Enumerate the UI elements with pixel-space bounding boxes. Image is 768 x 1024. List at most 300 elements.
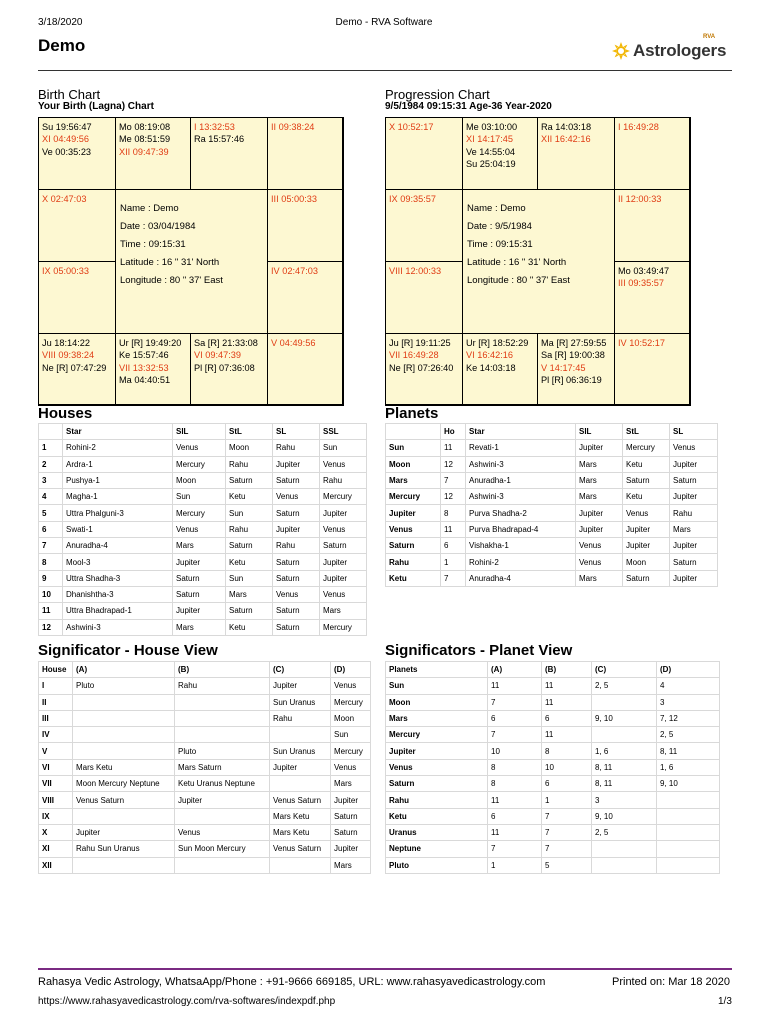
table-cell: Mars <box>576 456 623 472</box>
table-row <box>386 710 720 726</box>
table-cell: Jupiter <box>173 554 226 570</box>
table-cell: Moon <box>623 554 670 570</box>
chart-house-cell <box>190 117 268 190</box>
column-header: Ho <box>441 424 466 440</box>
table-row <box>39 554 367 570</box>
chart-cell-entry: Ke 15:57:46 <box>119 350 169 361</box>
table-cell: 11 <box>542 727 592 743</box>
table-cell: 9 <box>39 570 63 586</box>
table-cell: 8 <box>488 776 542 792</box>
table-cell: Neptune <box>386 841 488 857</box>
table-cell: 1 <box>39 440 63 456</box>
chart-center-latitude: Latitude : 16 " 31' North <box>467 257 567 268</box>
table-cell: Anuradha-1 <box>466 472 576 488</box>
logo-badge: RVA <box>703 34 716 40</box>
table-cell: Saturn <box>226 538 273 554</box>
table-cell: Pluto <box>386 857 488 873</box>
table-cell: 6 <box>488 710 542 726</box>
table-cell: 11 <box>488 824 542 840</box>
chart-cell-entry: Su 19:56:47 <box>42 122 92 132</box>
chart-house-cell <box>614 117 690 190</box>
chart-cell-entry: IV 02:47:03 <box>271 266 318 276</box>
table-row <box>39 857 371 873</box>
chart-cell-entry: Su 25:04:19 <box>466 158 516 169</box>
chart-cell-entry: Ur [R] 19:49:20 <box>119 338 182 348</box>
print-url: https://www.rahasyavedicastrology.com/rva-softwares/indexpdf.php <box>38 996 336 1007</box>
footer-divider <box>38 968 732 970</box>
table-row <box>39 710 371 726</box>
table-row <box>386 824 720 840</box>
table-cell: Jupiter <box>576 521 623 537</box>
table-cell: Venus <box>386 759 488 775</box>
chart-cell-entry: XI 04:49:56 <box>42 134 89 145</box>
logo-text: Astrologers <box>633 41 727 60</box>
table-cell: Rohini-2 <box>63 440 173 456</box>
table-cell <box>73 710 175 726</box>
table-cell: Mars <box>576 472 623 488</box>
table-cell: Moon <box>331 710 371 726</box>
chart-cell-entry: X 10:52:17 <box>389 122 434 132</box>
table-cell: 5 <box>542 857 592 873</box>
table-cell: Vishakha-1 <box>466 538 576 554</box>
chart-cell-entry: III 05:00:33 <box>271 194 317 204</box>
table-cell: Saturn <box>273 619 320 635</box>
table-cell: 1 <box>441 554 466 570</box>
table-cell: V <box>39 743 73 759</box>
table-cell <box>657 824 720 840</box>
table-cell: 9, 10 <box>592 710 657 726</box>
chart-center-info <box>115 189 268 334</box>
column-header: (C) <box>592 662 657 678</box>
table-cell: Rahu <box>273 440 320 456</box>
table-cell: Ketu <box>226 554 273 570</box>
chart-house-cell <box>38 189 116 262</box>
chart-cell-entry: Ra 15:57:46 <box>194 134 245 145</box>
table-cell: XII <box>39 857 73 873</box>
table-cell: Saturn <box>273 570 320 586</box>
table-cell: 8 <box>39 554 63 570</box>
chart-house-cell <box>614 333 690 405</box>
table-cell: Magha-1 <box>63 489 173 505</box>
column-header <box>39 424 63 440</box>
table-header-row <box>386 662 720 678</box>
column-header: Planets <box>386 662 488 678</box>
table-row <box>386 440 718 456</box>
table-cell: Mars <box>173 538 226 554</box>
table-cell: 7 <box>441 472 466 488</box>
chart-cell-entry: IX 09:35:57 <box>389 194 436 204</box>
chart-cell-entry: VII 13:32:53 <box>119 362 169 373</box>
table-cell: Mars <box>576 570 623 586</box>
table-row <box>39 619 367 635</box>
table-cell: Jupiter <box>273 456 320 472</box>
table-cell: Venus <box>273 489 320 505</box>
astrologers-logo <box>612 34 727 64</box>
table-cell: Mars <box>320 603 367 619</box>
table-cell <box>592 694 657 710</box>
table-cell: Saturn <box>226 472 273 488</box>
table-cell: Venus <box>623 505 670 521</box>
houses-table <box>38 423 367 636</box>
table-cell: VIII <box>39 792 73 808</box>
table-cell: II <box>39 694 73 710</box>
print-page-number: 1/3 <box>718 996 732 1007</box>
table-row <box>386 521 718 537</box>
chart-house-cell <box>537 333 615 405</box>
chart-house-cell <box>537 117 615 190</box>
table-row <box>39 586 367 602</box>
table-cell: Mercury <box>331 694 371 710</box>
table-cell: Jupiter <box>175 792 270 808</box>
chart-cell-entry: Sa [R] 21:33:08 <box>194 338 258 348</box>
chart-cell-entry: IV 10:52:17 <box>618 338 665 348</box>
table-cell: Rahu <box>175 678 270 694</box>
chart-cell-entry: Ve 14:55:04 <box>466 146 516 157</box>
column-header <box>386 424 441 440</box>
table-row <box>39 472 367 488</box>
table-row <box>39 678 371 694</box>
table-cell: VI <box>39 759 73 775</box>
column-header: StL <box>226 424 273 440</box>
table-cell: X <box>39 824 73 840</box>
table-row <box>386 727 720 743</box>
table-cell: Uttra Shadha-3 <box>63 570 173 586</box>
table-cell: Rahu <box>670 505 718 521</box>
sig-planet-title: Significators - Planet View <box>385 642 573 659</box>
table-cell: 8 <box>542 743 592 759</box>
table-row <box>386 808 720 824</box>
table-cell <box>657 857 720 873</box>
chart-cell-entry: Ve 00:35:23 <box>42 146 92 157</box>
table-row <box>386 505 718 521</box>
table-cell: Mars <box>226 586 273 602</box>
table-cell: Jupiter <box>320 554 367 570</box>
table-cell: Sun <box>226 505 273 521</box>
chart-cell-entry: XII 16:42:16 <box>541 134 591 145</box>
table-row <box>386 759 720 775</box>
table-cell: 6 <box>542 710 592 726</box>
chart-cell-entry: Ne [R] 07:26:40 <box>389 362 454 373</box>
birth-chart-title: Birth Chart <box>38 87 101 102</box>
chart-house-cell <box>38 261 116 334</box>
table-cell: 2, 5 <box>657 727 720 743</box>
table-header-row <box>386 424 718 440</box>
table-cell: Mars <box>386 710 488 726</box>
table-row <box>39 808 371 824</box>
chart-cell-entry: V 04:49:56 <box>271 338 316 348</box>
footer-contact: Rahasya Vedic Astrology, WhatsaApp/Phone : +91-9666 669185, URL: www.rahasyavedicastrology.com <box>38 976 546 988</box>
table-cell: Mars <box>576 489 623 505</box>
table-cell: Moon <box>386 456 441 472</box>
column-header: (B) <box>542 662 592 678</box>
table-cell: Venus Saturn <box>270 841 331 857</box>
chart-house-cell <box>385 261 463 334</box>
chart-cell-entry: X 02:47:03 <box>42 194 87 204</box>
column-header: SL <box>273 424 320 440</box>
chart-cell-entry: Me 03:10:00 <box>466 122 518 132</box>
table-cell: 11 <box>441 521 466 537</box>
table-cell: Venus <box>331 759 371 775</box>
table-cell: 10 <box>542 759 592 775</box>
table-cell: Venus <box>173 521 226 537</box>
table-cell: Venus <box>173 440 226 456</box>
table-cell: Rahu <box>226 456 273 472</box>
table-row <box>386 472 718 488</box>
chart-cell-entry: Ra 14:03:18 <box>541 122 592 132</box>
chart-cell-entry: Ne [R] 07:47:29 <box>42 362 107 373</box>
birth-chart-grid <box>38 117 344 406</box>
table-cell: Ketu <box>226 619 273 635</box>
table-row <box>39 841 371 857</box>
table-cell: 7 <box>39 538 63 554</box>
table-cell: Sun Uranus <box>270 743 331 759</box>
header-divider <box>38 70 732 71</box>
chart-house-cell <box>190 333 268 405</box>
chart-cell-entry: Ma [R] 27:59:55 <box>541 338 607 348</box>
table-cell: Saturn <box>273 554 320 570</box>
chart-center-time: Time : 09:15:31 <box>120 239 186 250</box>
table-cell <box>175 808 270 824</box>
chart-cell-entry: IX 05:00:33 <box>42 266 89 276</box>
table-cell: Jupiter <box>670 570 718 586</box>
table-row <box>386 743 720 759</box>
chart-cell-entry: VII 16:49:28 <box>389 350 439 361</box>
table-cell: Jupiter <box>331 792 371 808</box>
table-cell: Ketu Uranus Neptune <box>175 776 270 792</box>
chart-cell-entry: Pl [R] 07:36:08 <box>194 362 255 373</box>
table-cell: Jupiter <box>320 570 367 586</box>
table-cell: Mars <box>331 857 371 873</box>
table-cell: Rahu <box>386 554 441 570</box>
table-row <box>39 694 371 710</box>
table-cell: 3 <box>39 472 63 488</box>
table-cell: Pluto <box>175 743 270 759</box>
table-row <box>39 440 367 456</box>
table-row <box>39 538 367 554</box>
table-cell: 3 <box>592 792 657 808</box>
page-title: Demo <box>38 36 86 55</box>
chart-cell-entry: II 09:38:24 <box>271 122 315 132</box>
table-cell <box>175 857 270 873</box>
table-cell: Saturn <box>670 472 718 488</box>
table-cell: Uttra Phalguni-3 <box>63 505 173 521</box>
table-cell: Saturn <box>331 824 371 840</box>
table-row <box>39 824 371 840</box>
table-cell: Sun Uranus <box>270 694 331 710</box>
chart-house-cell <box>385 189 463 262</box>
chart-cell-entry: Ju 18:14:22 <box>42 338 91 348</box>
print-date: 3/18/2020 <box>38 17 83 28</box>
table-cell: Saturn <box>386 538 441 554</box>
table-cell: Saturn <box>320 538 367 554</box>
progression-chart-grid <box>385 117 691 406</box>
table-cell: 11 <box>441 440 466 456</box>
table-cell: Ardra-1 <box>63 456 173 472</box>
column-header: StL <box>623 424 670 440</box>
table-cell: 8, 11 <box>592 759 657 775</box>
table-cell: Venus <box>331 678 371 694</box>
footer-printed-on: Printed on: Mar 18 2020 <box>612 976 731 988</box>
chart-cell-entry: Ke 14:03:18 <box>466 362 516 373</box>
table-row <box>39 759 371 775</box>
sun-icon <box>612 42 630 60</box>
table-cell: Sun <box>173 489 226 505</box>
table-cell: Ashwini-3 <box>466 456 576 472</box>
table-cell: 8, 11 <box>592 776 657 792</box>
table-cell: Sun <box>386 440 441 456</box>
table-cell: Sun <box>226 570 273 586</box>
column-header: (A) <box>488 662 542 678</box>
column-header: SIL <box>576 424 623 440</box>
table-cell: 1, 6 <box>657 759 720 775</box>
chart-cell-entry: I 13:32:53 <box>194 122 235 132</box>
table-cell: Anuradha-4 <box>466 570 576 586</box>
table-cell: Rahu <box>270 710 331 726</box>
table-row <box>386 678 720 694</box>
table-cell <box>73 694 175 710</box>
table-cell: 1, 6 <box>592 743 657 759</box>
table-cell: Jupiter <box>576 505 623 521</box>
table-row <box>39 776 371 792</box>
chart-center-name: Name : Demo <box>467 203 526 214</box>
table-cell: Venus <box>386 521 441 537</box>
table-cell: 11 <box>542 694 592 710</box>
table-row <box>39 792 371 808</box>
table-row <box>39 521 367 537</box>
table-cell: 7 <box>542 841 592 857</box>
table-cell: Saturn <box>273 472 320 488</box>
table-cell: Venus <box>320 586 367 602</box>
table-cell: Jupiter <box>73 824 175 840</box>
sig-house-title: Significator - House View <box>38 642 218 659</box>
table-cell: IV <box>39 727 73 743</box>
column-header: (B) <box>175 662 270 678</box>
chart-center-date: Date : 03/04/1984 <box>120 221 196 232</box>
table-cell: Sun Moon Mercury <box>175 841 270 857</box>
column-header: (C) <box>270 662 331 678</box>
table-cell: Dhanishtha-3 <box>63 586 173 602</box>
table-cell: Jupiter <box>270 759 331 775</box>
table-cell <box>657 792 720 808</box>
table-cell: Saturn <box>173 570 226 586</box>
chart-house-cell <box>385 117 463 190</box>
table-cell: 7, 12 <box>657 710 720 726</box>
table-row <box>386 538 718 554</box>
table-cell: Saturn <box>623 570 670 586</box>
table-cell: 7 <box>488 694 542 710</box>
planets-table <box>385 423 718 587</box>
table-cell: 12 <box>441 489 466 505</box>
table-cell: Revati-1 <box>466 440 576 456</box>
table-row <box>386 841 720 857</box>
table-cell <box>73 857 175 873</box>
column-header: Star <box>63 424 173 440</box>
significator-house-table <box>38 661 371 874</box>
significator-planet-table <box>385 661 720 874</box>
table-cell <box>73 743 175 759</box>
table-cell: Mool-3 <box>63 554 173 570</box>
column-header: (D) <box>657 662 720 678</box>
column-header: SIL <box>173 424 226 440</box>
table-cell: IX <box>39 808 73 824</box>
table-row <box>39 489 367 505</box>
table-cell: Ketu <box>386 570 441 586</box>
column-header: (A) <box>73 662 175 678</box>
table-cell: 12 <box>39 619 63 635</box>
chart-cell-entry: Ma 04:40:51 <box>119 374 171 385</box>
table-cell: Saturn <box>273 603 320 619</box>
table-cell: Mars <box>173 619 226 635</box>
chart-house-cell <box>38 333 116 405</box>
table-cell: Sun <box>331 727 371 743</box>
chart-center-time: Time : 09:15:31 <box>467 239 533 250</box>
table-cell <box>657 808 720 824</box>
table-cell: Moon <box>386 694 488 710</box>
table-cell: Ketu <box>623 489 670 505</box>
column-header: SSL <box>320 424 367 440</box>
table-cell: Mercury <box>331 743 371 759</box>
table-cell: Mars Ketu <box>270 824 331 840</box>
chart-house-cell <box>267 333 343 405</box>
table-header-row <box>39 662 371 678</box>
table-cell: Ketu <box>623 456 670 472</box>
chart-house-cell <box>385 333 463 405</box>
chart-house-cell <box>267 189 343 262</box>
table-cell <box>175 710 270 726</box>
table-row <box>39 505 367 521</box>
table-cell: 7 <box>488 727 542 743</box>
table-cell: 10 <box>39 586 63 602</box>
table-cell: Jupiter <box>173 603 226 619</box>
table-cell: Saturn <box>623 472 670 488</box>
chart-house-cell <box>115 333 191 405</box>
chart-house-cell <box>462 117 538 190</box>
chart-cell-entry: XI 14:17:45 <box>466 134 513 145</box>
column-header: SL <box>670 424 718 440</box>
table-cell: Saturn <box>273 505 320 521</box>
table-cell: 2 <box>39 456 63 472</box>
birth-chart-subtitle: Your Birth (Lagna) Chart <box>38 101 154 112</box>
table-cell: 6 <box>441 538 466 554</box>
table-row <box>39 727 371 743</box>
table-row <box>39 603 367 619</box>
table-cell: Mars <box>386 472 441 488</box>
chart-cell-entry: III 09:35:57 <box>618 278 664 289</box>
table-cell <box>270 776 331 792</box>
table-row <box>386 776 720 792</box>
table-cell: Jupiter <box>320 505 367 521</box>
table-cell: 8, 11 <box>657 743 720 759</box>
table-cell: 10 <box>488 743 542 759</box>
table-cell: 9, 10 <box>592 808 657 824</box>
chart-center-latitude: Latitude : 16 " 31' North <box>120 257 220 268</box>
table-cell <box>73 727 175 743</box>
table-cell: Rahu <box>226 521 273 537</box>
table-cell: Venus <box>320 456 367 472</box>
chart-house-cell <box>38 117 116 190</box>
table-cell: 4 <box>657 678 720 694</box>
table-cell: 4 <box>39 489 63 505</box>
table-cell: Mars Ketu <box>270 808 331 824</box>
table-cell: Sun <box>386 678 488 694</box>
table-cell: Moon <box>226 440 273 456</box>
table-cell: 1 <box>542 792 592 808</box>
print-doc-title: Demo - RVA Software <box>335 17 433 28</box>
table-cell: 11 <box>39 603 63 619</box>
table-cell: Ashwini-3 <box>63 619 173 635</box>
chart-center-longitude: Longitude : 80 " 37' East <box>467 275 570 286</box>
table-cell: 12 <box>441 456 466 472</box>
